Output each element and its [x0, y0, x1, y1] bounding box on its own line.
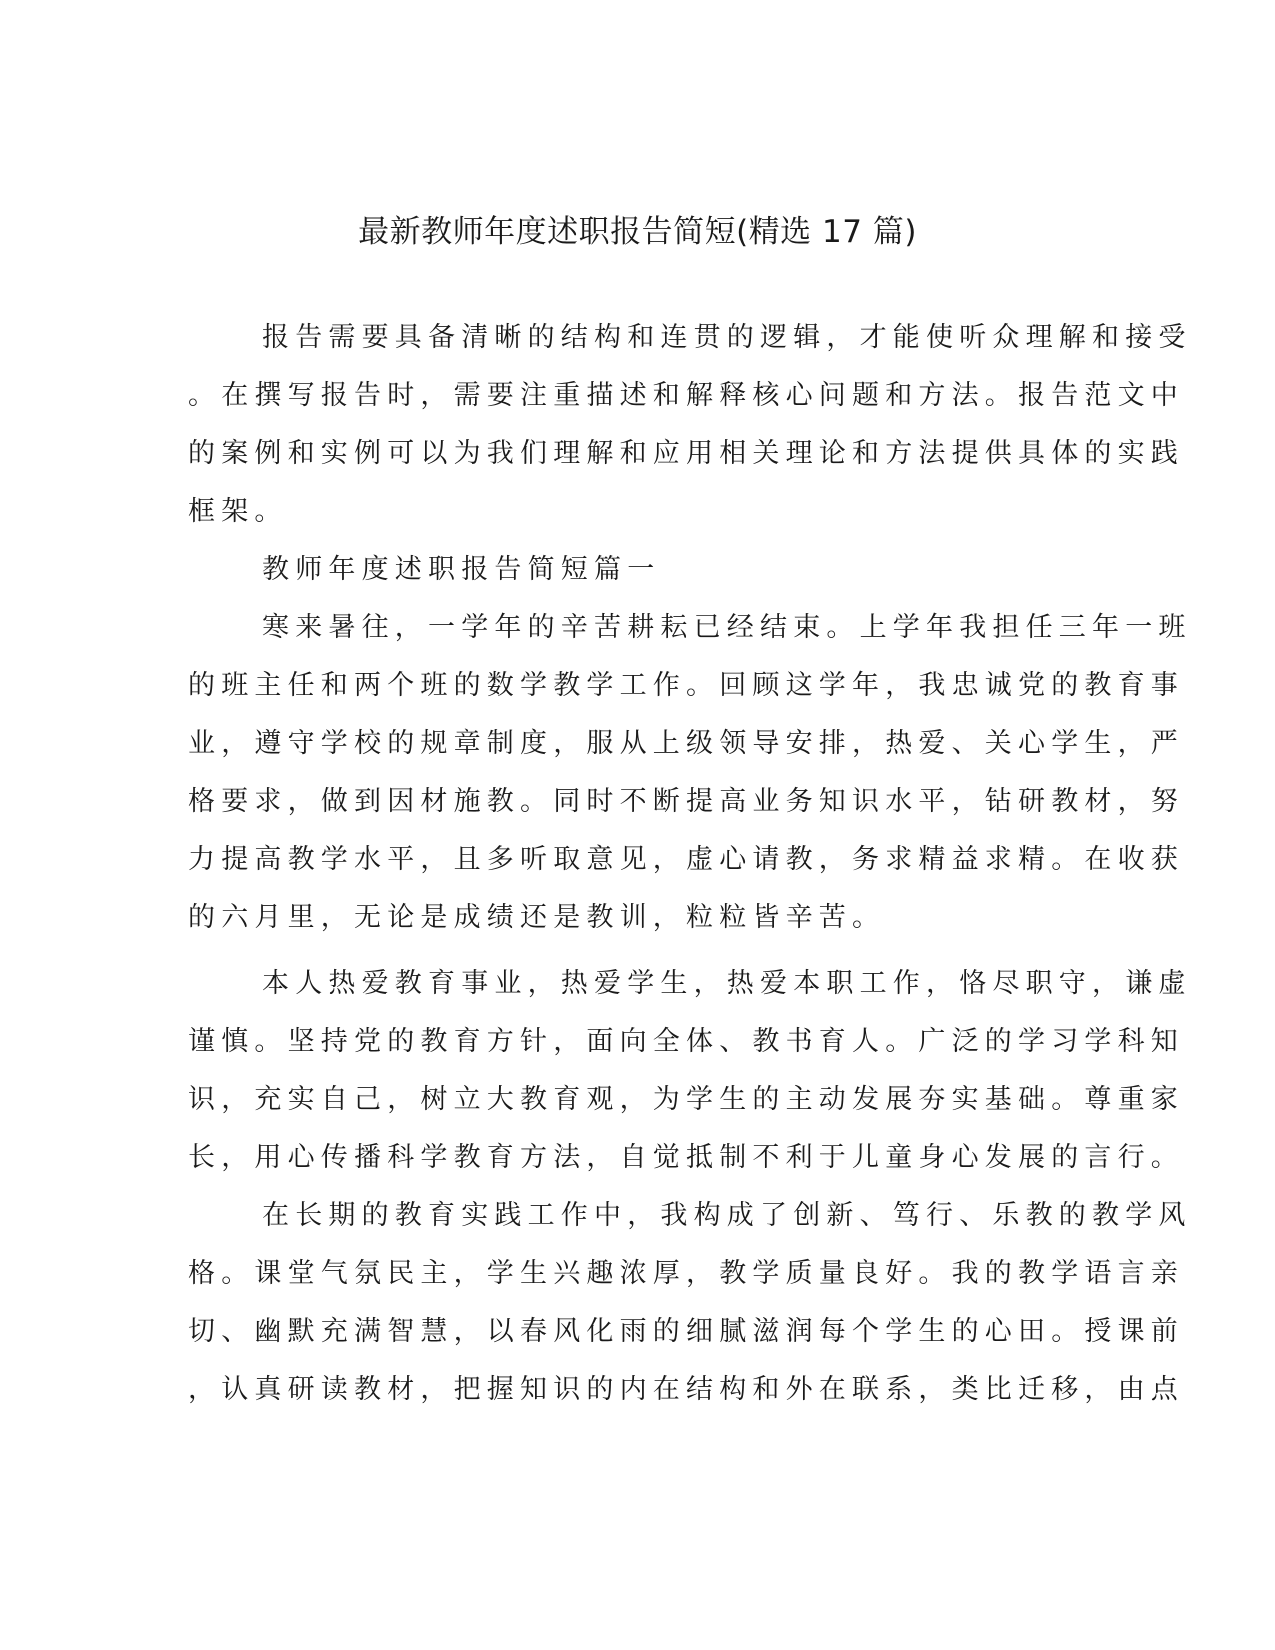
text-line: 格要求，做到因材施教。同时不断提高业务知识水平，钻研教材，努: [188, 786, 1184, 817]
text-line: 报告需要具备清晰的结构和连贯的逻辑，才能使听众理解和接受: [262, 322, 1192, 353]
text-line: 本人热爱教育事业，热爱学生，热爱本职工作，恪尽职守，谦虚: [262, 968, 1192, 999]
text-line: 识，充实自己，树立大教育观，为学生的主动发展夯实基础。尊重家: [188, 1084, 1184, 1115]
text-line: 的案例和实例可以为我们理解和应用相关理论和方法提供具体的实践: [188, 438, 1184, 469]
text-line: 业，遵守学校的规章制度，服从上级领导安排，热爱、关心学生，严: [188, 728, 1184, 759]
text-line: 框架。: [188, 496, 288, 527]
text-line: 格。课堂气氛民主，学生兴趣浓厚，教学质量良好。我的教学语言亲: [188, 1258, 1184, 1289]
text-line: 切、幽默充满智慧，以春风化雨的细腻滋润每个学生的心田。授课前: [188, 1316, 1184, 1347]
text-line: 。在撰写报告时，需要注重描述和解释核心问题和方法。报告范文中: [188, 380, 1184, 411]
text-line: 谨慎。坚持党的教育方针，面向全体、教书育人。广泛的学习学科知: [188, 1026, 1184, 1057]
text-line: 寒来暑往，一学年的辛苦耕耘已经结束。上学年我担任三年一班: [262, 612, 1192, 643]
text-line: 的班主任和两个班的数学教学工作。回顾这学年，我忠诚党的教育事: [188, 670, 1184, 701]
text-line: 力提高教学水平，且多听取意见，虚心请教，务求精益求精。在收获: [188, 844, 1184, 875]
text-line: 在长期的教育实践工作中，我构成了创新、笃行、乐教的教学风: [262, 1200, 1192, 1231]
text-line: ，认真研读教材，把握知识的内在结构和外在联系，类比迁移，由点: [188, 1374, 1184, 1405]
section-heading: 教师年度述职报告简短篇一: [262, 554, 661, 585]
document-title: 最新教师年度述职报告简短(精选 17 篇): [358, 214, 917, 250]
text-line: 长，用心传播科学教育方法，自觉抵制不利于儿童身心发展的言行。: [188, 1142, 1184, 1173]
text-line: 的六月里，无论是成绩还是教训，粒粒皆辛苦。: [188, 902, 886, 933]
